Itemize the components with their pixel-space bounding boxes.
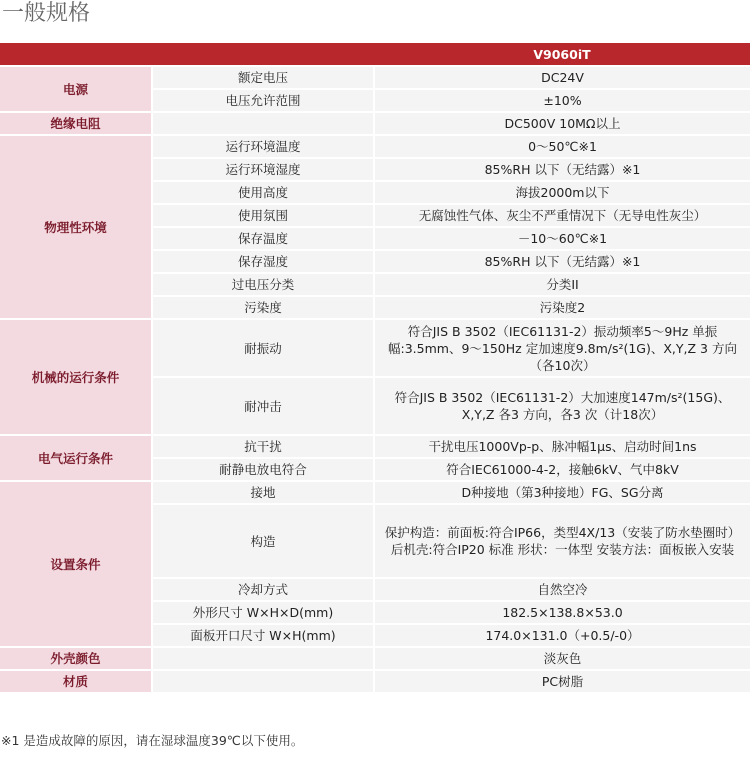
category-label: 外壳颜色 — [0, 647, 152, 670]
item-value: 符合JIS B 3502（IEC61131-2）振动频率5～9Hz 单振幅:3.5mm、9～150Hz 定加速度9.8m/s²(1G)、X,Y,Z 3 方向（各10次） — [374, 319, 750, 377]
item-label: 额定电压 — [152, 66, 374, 89]
header-blank — [152, 43, 374, 66]
category-label: 机械的运行条件 — [0, 319, 152, 435]
item-value: 无腐蚀性气体、灰尘不严重情况下（无导电性灰尘） — [374, 204, 750, 227]
item-value: 干扰电压1000Vp-p、脉冲幅1μs、启动时间1ns — [374, 435, 750, 458]
item-label — [152, 670, 374, 693]
item-label: 外形尺寸 W×H×D(mm) — [152, 601, 374, 624]
item-value: 符合JIS B 3502（IEC61131-2）大加速度147m/s²(15G)、X,Y,Z 各3 方向，各3 次（计18次） — [374, 377, 750, 435]
item-label: 抗干扰 — [152, 435, 374, 458]
item-value: DC500V 10MΩ以上 — [374, 112, 750, 135]
table-header-row — [0, 43, 750, 66]
item-value: ±10% — [374, 89, 750, 112]
item-value: 淡灰色 — [374, 647, 750, 670]
header-blank — [0, 43, 152, 66]
item-label: 污染度 — [152, 296, 374, 319]
item-label: 保存湿度 — [152, 250, 374, 273]
category-label: 物理性环境 — [0, 135, 152, 319]
page-title: 一般规格 — [2, 1, 91, 26]
table-row — [0, 670, 750, 693]
item-value: D种接地（第3种接地）FG、SG分离 — [374, 481, 750, 504]
item-value: 182.5×138.8×53.0 — [374, 601, 750, 624]
table-row — [0, 66, 750, 89]
item-label: 电压允许范围 — [152, 89, 374, 112]
model-header: V9060iT — [374, 43, 750, 66]
item-value: 污染度2 — [374, 296, 750, 319]
item-value: 保护构造：前面板:符合IP66，类型4X/13（安装了防水垫圈时）后机壳:符合IP20 标准 形状：一体型 安装方法：面板嵌入安装 — [374, 504, 750, 578]
item-value: 85%RH 以下（无结露）※1 — [374, 250, 750, 273]
item-label — [152, 112, 374, 135]
item-value: 分类II — [374, 273, 750, 296]
table-row — [0, 481, 750, 504]
general-spec-table — [0, 43, 750, 694]
item-label — [152, 647, 374, 670]
item-label: 接地 — [152, 481, 374, 504]
category-label: 设置条件 — [0, 481, 152, 647]
table-row — [0, 435, 750, 458]
item-label: 耐冲击 — [152, 377, 374, 435]
item-value: －10～60℃※1 — [374, 227, 750, 250]
table-row — [0, 647, 750, 670]
item-value: 85%RH 以下（无结露）※1 — [374, 158, 750, 181]
item-value: 海拔2000m以下 — [374, 181, 750, 204]
item-label: 使用高度 — [152, 181, 374, 204]
category-label: 电气运行条件 — [0, 435, 152, 481]
footnote: ※1 是造成故障的原因，请在湿球温度39℃以下使用。 — [1, 733, 304, 748]
item-value: 符合IEC61000-4-2，接触6kV、气中8kV — [374, 458, 750, 481]
table-row — [0, 319, 750, 377]
item-label: 构造 — [152, 504, 374, 578]
item-label: 面板开口尺寸 W×H(mm) — [152, 624, 374, 647]
item-value: DC24V — [374, 66, 750, 89]
item-value: 174.0×131.0（+0.5/-0） — [374, 624, 750, 647]
table-row — [0, 135, 750, 158]
item-label: 使用氛围 — [152, 204, 374, 227]
item-label: 运行环境温度 — [152, 135, 374, 158]
category-label: 绝缘电阻 — [0, 112, 152, 135]
item-value: PC树脂 — [374, 670, 750, 693]
table-row — [0, 112, 750, 135]
item-label: 运行环境湿度 — [152, 158, 374, 181]
item-label: 冷却方式 — [152, 578, 374, 601]
item-label: 耐静电放电符合 — [152, 458, 374, 481]
item-label: 耐振动 — [152, 319, 374, 377]
item-label: 保存温度 — [152, 227, 374, 250]
item-value: 0～50℃※1 — [374, 135, 750, 158]
category-label: 电源 — [0, 66, 152, 112]
item-value: 自然空冷 — [374, 578, 750, 601]
item-label: 过电压分类 — [152, 273, 374, 296]
category-label: 材质 — [0, 670, 152, 693]
